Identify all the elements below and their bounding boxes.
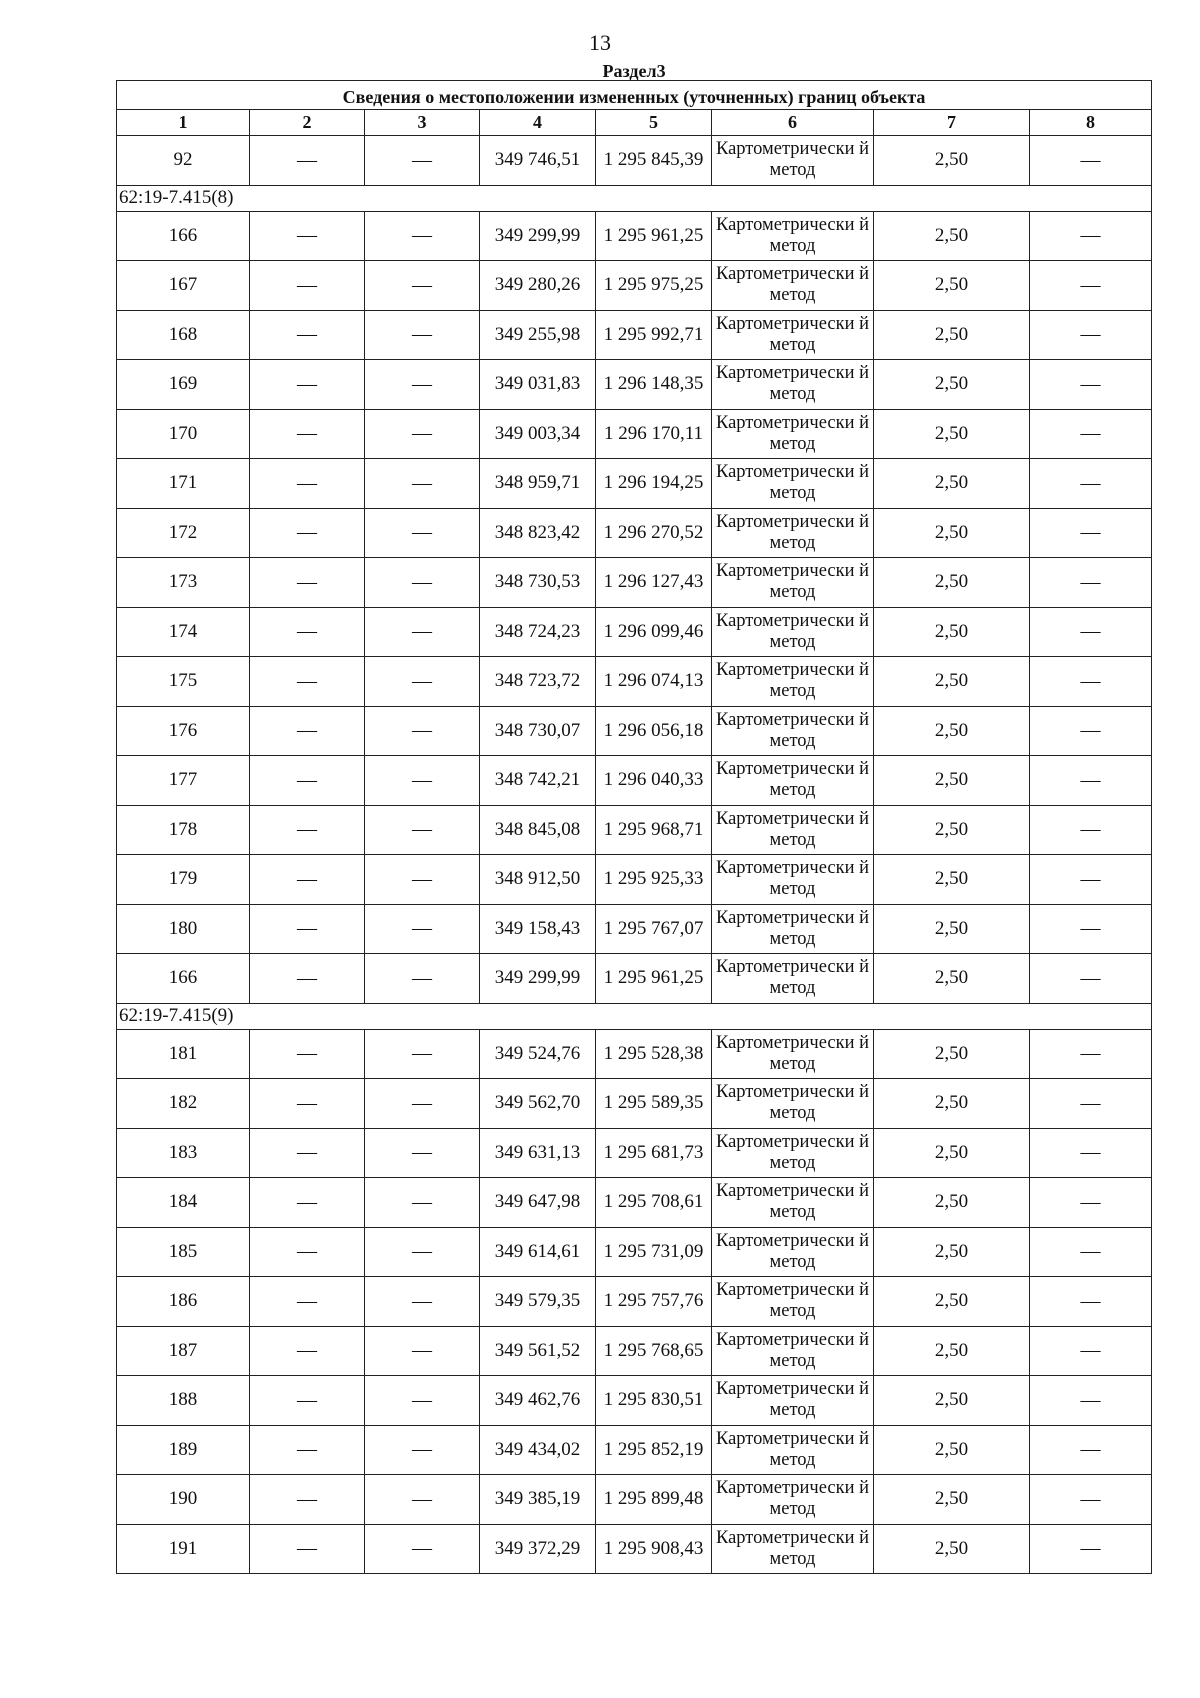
x-coordinate-cell: 349 385,19 [480,1475,596,1525]
table-body [117,60,1152,1574]
col8-cell: — [1030,805,1152,855]
accuracy-cell: 2,50 [874,855,1030,905]
col3-cell: — [365,855,480,905]
column-number: 5 [596,110,712,136]
y-coordinate-cell: 1 295 968,71 [596,805,712,855]
point-number-cell: 170 [117,409,250,459]
point-number-cell: 92 [117,136,250,186]
table-row [117,706,1152,756]
accuracy-cell: 2,50 [874,508,1030,558]
col3-cell: — [365,1376,480,1426]
col3-cell: — [365,310,480,360]
column-number: 8 [1030,110,1152,136]
col3-cell: — [365,1425,480,1475]
method-cell: Картометрически й метод [712,1326,874,1376]
table-row [117,805,1152,855]
col8-cell: — [1030,1079,1152,1129]
x-coordinate-cell: 349 280,26 [480,261,596,311]
method-cell: Картометрически й метод [712,1227,874,1277]
col2-cell: — [250,1029,365,1079]
col8-cell: — [1030,1029,1152,1079]
col2-cell: — [250,1227,365,1277]
x-coordinate-cell: 348 845,08 [480,805,596,855]
table-row [117,607,1152,657]
point-number-cell: 191 [117,1524,250,1574]
col8-cell: — [1030,657,1152,707]
col2-cell: — [250,508,365,558]
col8-cell: — [1030,904,1152,954]
col8-cell: — [1030,360,1152,410]
accuracy-cell: 2,50 [874,1524,1030,1574]
point-number-cell: 168 [117,310,250,360]
point-number-cell: 183 [117,1128,250,1178]
point-number-cell: 171 [117,459,250,509]
point-number-cell: 169 [117,360,250,410]
y-coordinate-cell: 1 295 589,35 [596,1079,712,1129]
col8-cell: — [1030,1425,1152,1475]
method-cell: Картометрически й метод [712,136,874,186]
col2-cell: — [250,1128,365,1178]
accuracy-cell: 2,50 [874,756,1030,806]
y-coordinate-cell: 1 296 074,13 [596,657,712,707]
y-coordinate-cell: 1 295 961,25 [596,954,712,1004]
col3-cell: — [365,508,480,558]
table-row [117,1277,1152,1327]
col3-cell: — [365,211,480,261]
x-coordinate-cell: 348 730,07 [480,706,596,756]
table-row [117,310,1152,360]
col2-cell: — [250,310,365,360]
accuracy-cell: 2,50 [874,136,1030,186]
table-row [117,558,1152,608]
col8-cell: — [1030,409,1152,459]
y-coordinate-cell: 1 295 528,38 [596,1029,712,1079]
method-cell: Картометрически й метод [712,1178,874,1228]
y-coordinate-cell: 1 296 148,35 [596,360,712,410]
col8-cell: — [1030,756,1152,806]
col3-cell: — [365,261,480,311]
method-cell: Картометрически й метод [712,1475,874,1525]
point-number-cell: 173 [117,558,250,608]
table-row [117,855,1152,905]
y-coordinate-cell: 1 295 992,71 [596,310,712,360]
method-cell: Картометрически й метод [712,310,874,360]
col2-cell: — [250,459,365,509]
method-cell: Картометрически й метод [712,1376,874,1426]
col8-cell: — [1030,1524,1152,1574]
method-cell: Картометрически й метод [712,1277,874,1327]
col8-cell: — [1030,1227,1152,1277]
method-cell: Картометрически й метод [712,657,874,707]
x-coordinate-cell: 349 003,34 [480,409,596,459]
accuracy-cell: 2,50 [874,805,1030,855]
col3-cell: — [365,904,480,954]
col3-cell: — [365,1326,480,1376]
col2-cell: — [250,1178,365,1228]
accuracy-cell: 2,50 [874,1178,1030,1228]
col8-cell: — [1030,1128,1152,1178]
point-number-cell: 182 [117,1079,250,1129]
col8-cell: — [1030,310,1152,360]
table-row [117,459,1152,509]
x-coordinate-cell: 349 579,35 [480,1277,596,1327]
y-coordinate-cell: 1 295 731,09 [596,1227,712,1277]
col3-cell: — [365,1029,480,1079]
accuracy-cell: 2,50 [874,1029,1030,1079]
table-caption: Сведения о местоположении измененных (уточненных) границ объекта [117,81,1152,110]
x-coordinate-cell: 348 730,53 [480,558,596,608]
col8-cell: — [1030,459,1152,509]
point-number-cell: 178 [117,805,250,855]
x-coordinate-cell: 349 299,99 [480,211,596,261]
column-number: 1 [117,110,250,136]
x-coordinate-cell: 348 742,21 [480,756,596,806]
y-coordinate-cell: 1 295 975,25 [596,261,712,311]
point-number-cell: 175 [117,657,250,707]
method-cell: Картометрически й метод [712,211,874,261]
col3-cell: — [365,459,480,509]
point-number-cell: 166 [117,954,250,1004]
col3-cell: — [365,1227,480,1277]
accuracy-cell: 2,50 [874,954,1030,1004]
y-coordinate-cell: 1 296 170,11 [596,409,712,459]
accuracy-cell: 2,50 [874,1227,1030,1277]
table-row [117,136,1152,186]
y-coordinate-cell: 1 296 270,52 [596,508,712,558]
col3-cell: — [365,954,480,1004]
col2-cell: — [250,1326,365,1376]
method-cell: Картометрически й метод [712,855,874,905]
table-row [117,1079,1152,1129]
x-coordinate-cell: 349 158,43 [480,904,596,954]
parcel-group-label: 62:19-7.415(9) [117,1003,1152,1029]
accuracy-cell: 2,50 [874,904,1030,954]
method-cell: Картометрически й метод [712,1128,874,1178]
accuracy-cell: 2,50 [874,1475,1030,1525]
section-title-row [117,60,1152,81]
x-coordinate-cell: 349 462,76 [480,1376,596,1426]
y-coordinate-cell: 1 296 099,46 [596,607,712,657]
table-row [117,1029,1152,1079]
col8-cell: — [1030,954,1152,1004]
col2-cell: — [250,1425,365,1475]
y-coordinate-cell: 1 296 127,43 [596,558,712,608]
x-coordinate-cell: 348 724,23 [480,607,596,657]
x-coordinate-cell: 349 631,13 [480,1128,596,1178]
accuracy-cell: 2,50 [874,310,1030,360]
col8-cell: — [1030,1376,1152,1426]
col3-cell: — [365,1128,480,1178]
col3-cell: — [365,756,480,806]
method-cell: Картометрически й метод [712,954,874,1004]
x-coordinate-cell: 349 031,83 [480,360,596,410]
col8-cell: — [1030,1277,1152,1327]
col3-cell: — [365,706,480,756]
col2-cell: — [250,1475,365,1525]
point-number-cell: 174 [117,607,250,657]
method-cell: Картометрически й метод [712,904,874,954]
col2-cell: — [250,409,365,459]
method-cell: Картометрически й метод [712,459,874,509]
col8-cell: — [1030,136,1152,186]
method-cell: Картометрически й метод [712,1079,874,1129]
col3-cell: — [365,1277,480,1327]
section-title: Раздел3 [602,61,666,81]
x-coordinate-cell: 349 299,99 [480,954,596,1004]
boundary-points-table [116,60,1152,1574]
table-row [117,409,1152,459]
method-cell: Картометрически й метод [712,1425,874,1475]
x-coordinate-cell: 349 255,98 [480,310,596,360]
column-number: 6 [712,110,874,136]
y-coordinate-cell: 1 295 961,25 [596,211,712,261]
col3-cell: — [365,558,480,608]
table-row [117,1425,1152,1475]
table-row [117,1178,1152,1228]
col3-cell: — [365,607,480,657]
y-coordinate-cell: 1 295 757,76 [596,1277,712,1327]
accuracy-cell: 2,50 [874,1376,1030,1426]
parcel-group-label: 62:19-7.415(8) [117,185,1152,211]
accuracy-cell: 2,50 [874,360,1030,410]
accuracy-cell: 2,50 [874,261,1030,311]
accuracy-cell: 2,50 [874,657,1030,707]
col3-cell: — [365,360,480,410]
col2-cell: — [250,954,365,1004]
col2-cell: — [250,756,365,806]
col2-cell: — [250,136,365,186]
point-number-cell: 167 [117,261,250,311]
point-number-cell: 184 [117,1178,250,1228]
column-number-row [117,110,1152,136]
col8-cell: — [1030,558,1152,608]
col8-cell: — [1030,1326,1152,1376]
table-row [117,211,1152,261]
col8-cell: — [1030,1475,1152,1525]
col8-cell: — [1030,508,1152,558]
table-row [117,1475,1152,1525]
table-row [117,261,1152,311]
col3-cell: — [365,657,480,707]
y-coordinate-cell: 1 296 194,25 [596,459,712,509]
table-row [117,360,1152,410]
accuracy-cell: 2,50 [874,459,1030,509]
table-caption-row [117,81,1152,110]
table-row [117,657,1152,707]
method-cell: Картометрически й метод [712,360,874,410]
accuracy-cell: 2,50 [874,1326,1030,1376]
y-coordinate-cell: 1 295 852,19 [596,1425,712,1475]
col3-cell: — [365,1524,480,1574]
parcel-group-row [117,185,1152,211]
y-coordinate-cell: 1 295 908,43 [596,1524,712,1574]
accuracy-cell: 2,50 [874,1128,1030,1178]
col2-cell: — [250,855,365,905]
y-coordinate-cell: 1 296 040,33 [596,756,712,806]
table-row [117,1376,1152,1426]
table-row [117,1227,1152,1277]
x-coordinate-cell: 348 823,42 [480,508,596,558]
y-coordinate-cell: 1 295 767,07 [596,904,712,954]
point-number-cell: 172 [117,508,250,558]
x-coordinate-cell: 349 434,02 [480,1425,596,1475]
col2-cell: — [250,1376,365,1426]
method-cell: Картометрически й метод [712,1524,874,1574]
x-coordinate-cell: 349 746,51 [480,136,596,186]
col8-cell: — [1030,211,1152,261]
col2-cell: — [250,904,365,954]
point-number-cell: 179 [117,855,250,905]
method-cell: Картометрически й метод [712,805,874,855]
col3-cell: — [365,805,480,855]
accuracy-cell: 2,50 [874,1079,1030,1129]
col3-cell: — [365,1475,480,1525]
col2-cell: — [250,211,365,261]
col2-cell: — [250,607,365,657]
col8-cell: — [1030,706,1152,756]
column-number: 2 [250,110,365,136]
col3-cell: — [365,1079,480,1129]
col8-cell: — [1030,261,1152,311]
col2-cell: — [250,1524,365,1574]
col2-cell: — [250,657,365,707]
y-coordinate-cell: 1 295 925,33 [596,855,712,905]
y-coordinate-cell: 1 295 708,61 [596,1178,712,1228]
col8-cell: — [1030,855,1152,905]
method-cell: Картометрически й метод [712,409,874,459]
x-coordinate-cell: 349 524,76 [480,1029,596,1079]
accuracy-cell: 2,50 [874,558,1030,608]
table-row [117,904,1152,954]
accuracy-cell: 2,50 [874,1425,1030,1475]
accuracy-cell: 2,50 [874,1277,1030,1327]
method-cell: Картометрически й метод [712,558,874,608]
col2-cell: — [250,261,365,311]
x-coordinate-cell: 349 614,61 [480,1227,596,1277]
y-coordinate-cell: 1 296 056,18 [596,706,712,756]
point-number-cell: 176 [117,706,250,756]
x-coordinate-cell: 348 912,50 [480,855,596,905]
method-cell: Картометрически й метод [712,508,874,558]
accuracy-cell: 2,50 [874,607,1030,657]
col3-cell: — [365,1178,480,1228]
point-number-cell: 190 [117,1475,250,1525]
point-number-cell: 166 [117,211,250,261]
col3-cell: — [365,409,480,459]
table-row [117,1524,1152,1574]
column-number: 7 [874,110,1030,136]
col8-cell: — [1030,607,1152,657]
method-cell: Картометрически й метод [712,756,874,806]
col2-cell: — [250,1277,365,1327]
point-number-cell: 181 [117,1029,250,1079]
table-row [117,954,1152,1004]
y-coordinate-cell: 1 295 845,39 [596,136,712,186]
x-coordinate-cell: 349 561,52 [480,1326,596,1376]
col2-cell: — [250,706,365,756]
x-coordinate-cell: 349 562,70 [480,1079,596,1129]
col2-cell: — [250,360,365,410]
col8-cell: — [1030,1178,1152,1228]
method-cell: Картометрически й метод [712,261,874,311]
page-number: 13 [589,30,611,55]
point-number-cell: 186 [117,1277,250,1327]
x-coordinate-cell: 348 959,71 [480,459,596,509]
x-coordinate-cell: 348 723,72 [480,657,596,707]
table-row [117,756,1152,806]
method-cell: Картометрически й метод [712,1029,874,1079]
accuracy-cell: 2,50 [874,706,1030,756]
col2-cell: — [250,1079,365,1129]
table-row [117,1326,1152,1376]
accuracy-cell: 2,50 [874,409,1030,459]
x-coordinate-cell: 349 372,29 [480,1524,596,1574]
col3-cell: — [365,136,480,186]
accuracy-cell: 2,50 [874,211,1030,261]
y-coordinate-cell: 1 295 768,65 [596,1326,712,1376]
parcel-group-row [117,1003,1152,1029]
column-number: 4 [480,110,596,136]
method-cell: Картометрически й метод [712,607,874,657]
x-coordinate-cell: 349 647,98 [480,1178,596,1228]
y-coordinate-cell: 1 295 830,51 [596,1376,712,1426]
col2-cell: — [250,558,365,608]
column-number: 3 [365,110,480,136]
point-number-cell: 187 [117,1326,250,1376]
point-number-cell: 180 [117,904,250,954]
point-number-cell: 177 [117,756,250,806]
method-cell: Картометрически й метод [712,706,874,756]
col2-cell: — [250,805,365,855]
table-row [117,508,1152,558]
point-number-cell: 189 [117,1425,250,1475]
point-number-cell: 185 [117,1227,250,1277]
y-coordinate-cell: 1 295 681,73 [596,1128,712,1178]
point-number-cell: 188 [117,1376,250,1426]
y-coordinate-cell: 1 295 899,48 [596,1475,712,1525]
table-row [117,1128,1152,1178]
